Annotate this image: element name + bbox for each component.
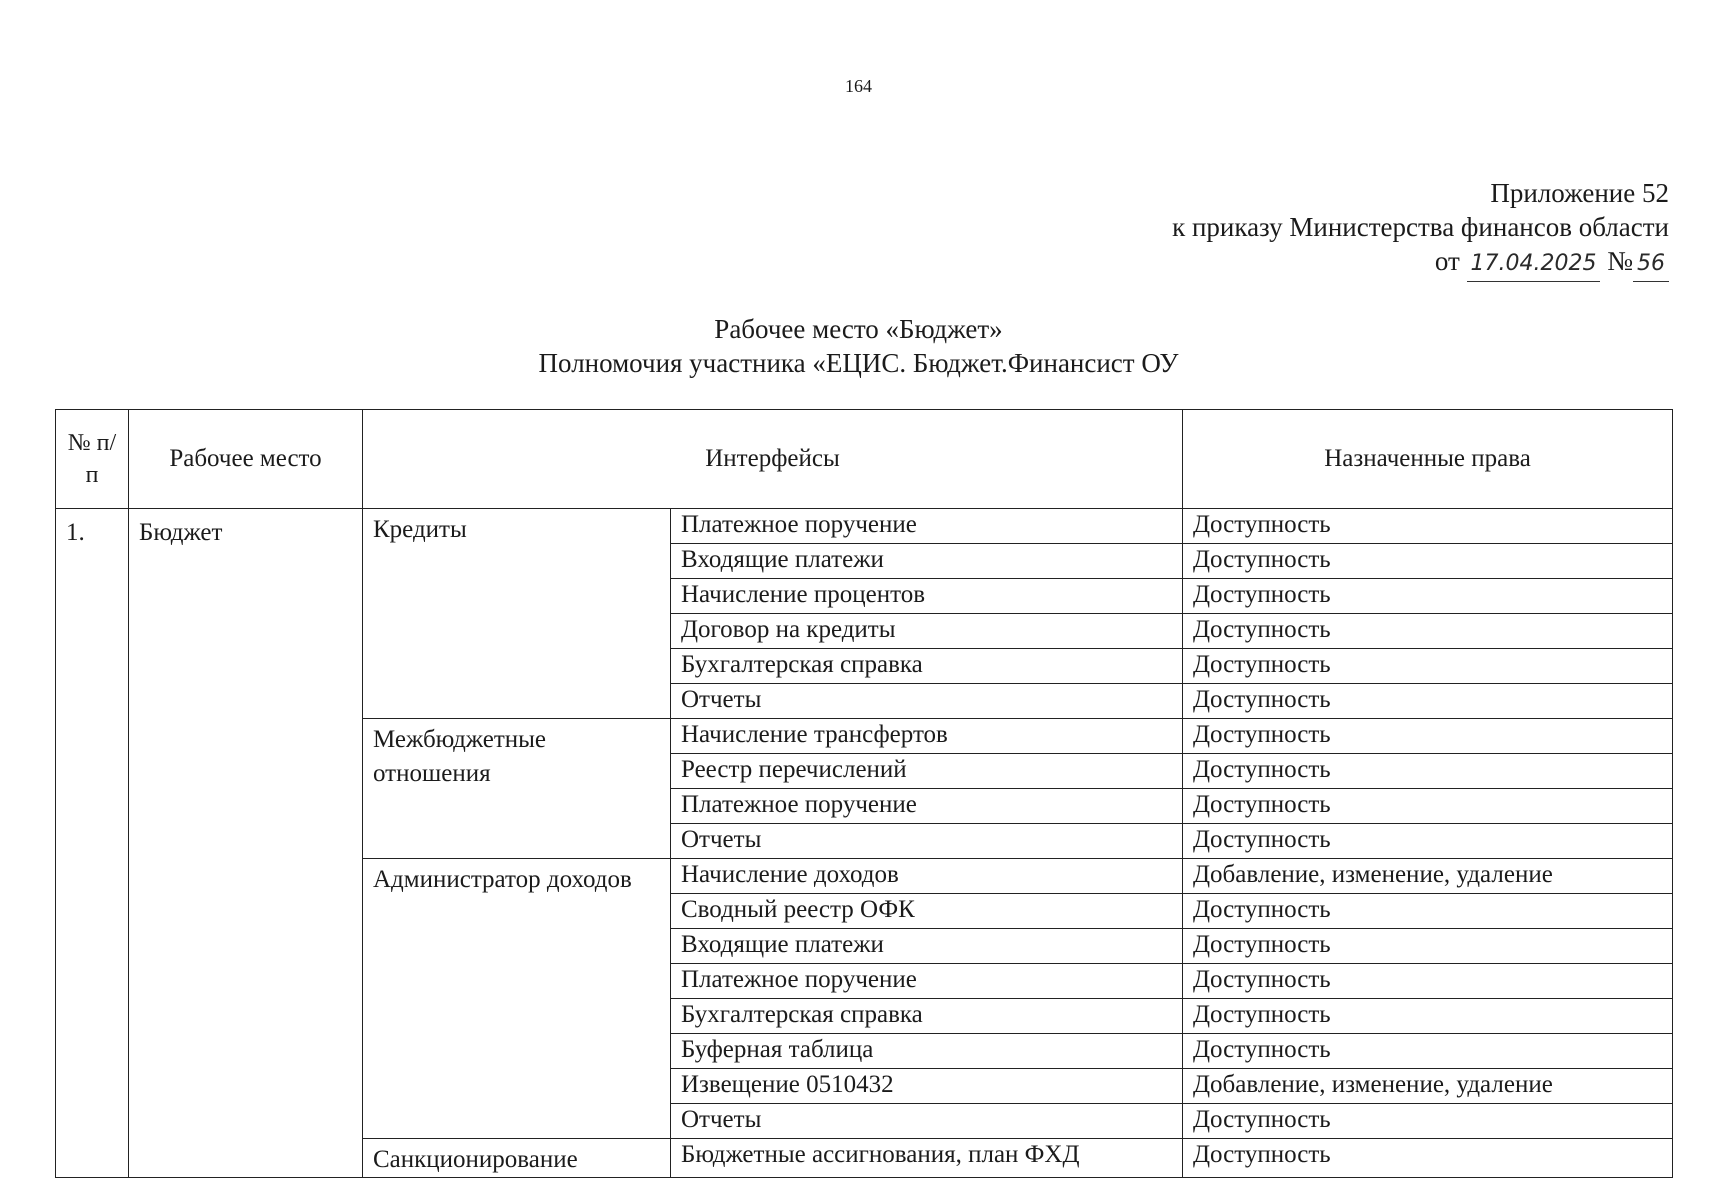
interface-name: Входящие платежи [671,544,1183,579]
assigned-rights: Доступность [1183,789,1673,824]
interface-group: Администратор доходов [363,859,671,1139]
assigned-rights: Доступность [1183,754,1673,789]
page-number: 164 [845,76,872,96]
assigned-rights: Доступность [1183,1139,1673,1178]
appendix-date-line [1435,244,1669,282]
interface-name: Платежное поручение [671,789,1183,824]
interface-group: Межбюджетные отношения [363,719,671,859]
assigned-rights: Доступность [1183,824,1673,859]
row-number: 1. [56,509,129,1178]
interface-name: Отчеты [671,1104,1183,1139]
workplace-name: Бюджет [129,509,363,1178]
interface-name: Платежное поручение [671,509,1183,544]
interface-name: Бюджетные ассигнования, план ФХД [671,1139,1183,1178]
interface-group: Санкционирование [363,1139,671,1178]
interface-name: Бухгалтерская справка [671,649,1183,684]
interface-name: Сводный реестр ОФК [671,894,1183,929]
assigned-rights: Доступность [1183,649,1673,684]
title-line-2: Полномочия участника «ЕЦИС. Бюджет.Финансист ОУ [538,348,1179,378]
interface-name: Отчеты [671,824,1183,859]
table-body [56,509,1673,1178]
assigned-rights: Доступность [1183,509,1673,544]
interface-name: Начисление доходов [671,859,1183,894]
assigned-rights: Добавление, изменение, удаление [1183,859,1673,894]
table-row [56,509,1673,544]
assigned-rights: Доступность [1183,1034,1673,1069]
assigned-rights: Доступность [1183,614,1673,649]
handwritten-date: 17.04.2025 [1467,247,1601,282]
interface-name: Буферная таблица [671,1034,1183,1069]
interface-name: Входящие платежи [671,929,1183,964]
appendix-order-reference: к приказу Министерства финансов области [1172,212,1669,242]
assigned-rights: Добавление, изменение, удаление [1183,1069,1673,1104]
assigned-rights: Доступность [1183,964,1673,999]
table-header-row [56,410,1673,509]
interface-name: Начисление процентов [671,579,1183,614]
assigned-rights: Доступность [1183,684,1673,719]
assigned-rights: Доступность [1183,719,1673,754]
permissions-table [55,409,1673,1178]
handwritten-number: 56 [1633,247,1669,282]
appendix-title: Приложение 52 [1490,178,1669,208]
interface-name: Начисление трансфертов [671,719,1183,754]
assigned-rights: Доступность [1183,894,1673,929]
interface-name: Извещение 0510432 [671,1069,1183,1104]
assigned-rights: Доступность [1183,544,1673,579]
document-title [0,312,1717,380]
assigned-rights: Доступность [1183,1104,1673,1139]
interface-name: Реестр перечислений [671,754,1183,789]
number-prefix: № [1607,246,1633,276]
assigned-rights: Доступность [1183,999,1673,1034]
interface-name: Отчеты [671,684,1183,719]
date-prefix: от [1434,246,1460,276]
interface-name: Договор на кредиты [671,614,1183,649]
appendix-header [1172,176,1669,282]
interface-group: Кредиты [363,509,671,719]
assigned-rights: Доступность [1183,929,1673,964]
interface-name: Бухгалтерская справка [671,999,1183,1034]
header-rights: Назначенные права [1183,410,1673,509]
title-line-1: Рабочее место «Бюджет» [714,314,1003,344]
header-interfaces: Интерфейсы [363,410,1183,509]
header-workplace: Рабочее место [129,410,363,509]
header-num: № п/п [56,410,129,509]
assigned-rights: Доступность [1183,579,1673,614]
interface-name: Платежное поручение [671,964,1183,999]
